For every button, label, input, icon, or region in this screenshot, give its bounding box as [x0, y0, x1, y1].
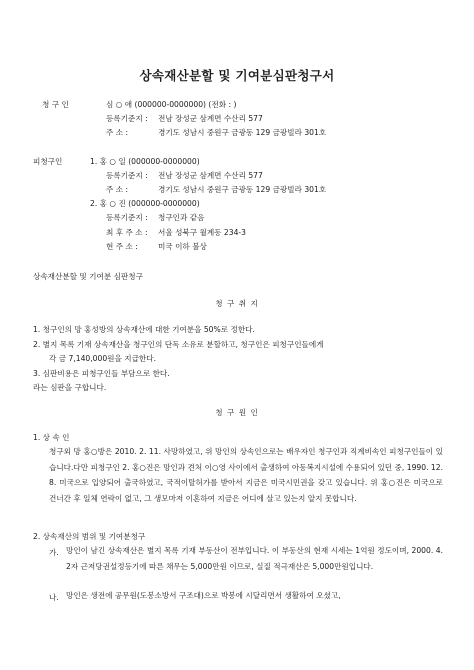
claimant-address-label: 주 소 :	[106, 128, 129, 137]
respondent-1-name: 1. 홍 ○ 일 (000000-0000000)	[90, 157, 200, 166]
respondent-1-domicile-label: 등록기준지 :	[106, 171, 148, 180]
case-name: 상속재산분할 및 기여분 심판청구	[33, 272, 143, 281]
claimant-name: 심 ○ 애 (000000-0000000) (전화 : )	[106, 100, 237, 109]
section-2a-label: 가.	[49, 548, 59, 557]
section-2b-paragraph: 망인은 생전에 공무원(도봉소방서 구조대)으로 박봉에 시달리면서 생활하여 오셨고,	[66, 591, 341, 600]
document-title: 상속재산분할 및 기여분심판청구서	[139, 68, 335, 83]
respondent-2-domicile-label: 등록기준지 :	[106, 213, 148, 222]
respondent-2-last-address: 서울 성북구 월계동 234-3	[158, 228, 246, 237]
purpose-heading: 청 구 취 지	[215, 299, 259, 308]
respondent-2-last-address-label: 최 후 주 소 :	[106, 228, 148, 237]
section-1-paragraph: 청구외 망 홍○방은 2010. 2. 11. 사망하였고, 위 망인의 상속인으로는 배우자인 청구인과 직계비속인 피청구인들이 있습니다.다만 피청구인 2. 홍○진은 망인과 견처 이○영 사이에서 출생하여 아동복지시설에 수용되어 있던 중, 1990. 12. 8. 미국으로 입양되어 출국하였고, 국적이탈허가를 받아서 지금은 미국시민권을 갖고 있습니다. 위 홍○진은 미국으로 건너간 후 일체 연락이 없고, 그 생모마저 이혼하여 지금은 어디에 살고 있는지 알지 못합니다.	[49, 447, 443, 503]
respondent-2-name: 2. 홍 ○ 진 (000000-0000000)	[90, 199, 200, 208]
section-2a-paragraph: 망인이 남긴 상속재산은 별지 목록 기재 부동산이 전부입니다. 이 부동산의 현재 시세는 1억원 정도이며, 2000. 4. 2자 근저당권설정등기에 따른 채무는 5,000만원 이므로, 실질 적극재산은 5,000만원입니다.	[66, 546, 443, 571]
section-2-heading: 2. 상속재산의 범위 및 기여분청구	[33, 532, 146, 541]
section-1-heading: 1. 상 속 인	[33, 433, 70, 442]
claimant-domicile: 전남 장성군 삼계면 수산리 577	[158, 114, 263, 123]
claimant-domicile-label: 등록기준지 :	[106, 114, 148, 123]
section-2b-label: 나.	[49, 593, 59, 602]
purpose-item-1: 1. 청구인의 망 홍성방의 상속재산에 대한 기여분을 50%로 정한다.	[33, 325, 255, 334]
respondent-role: 피청구인	[33, 157, 63, 166]
claimant-role: 청 구 인	[42, 100, 69, 109]
respondent-1-address-label: 주 소 :	[106, 185, 129, 194]
respondent-2-domicile: 청구인과 같음	[158, 213, 205, 222]
respondent-1-address: 경기도 성남시 중원구 금광동 129 금광빌라 301호	[158, 185, 327, 194]
respondent-1-domicile: 전남 장성군 삼계면 수산리 577	[158, 171, 263, 180]
purpose-item-2-continued: 각 금 7,140,000원을 지급한다.	[49, 354, 156, 363]
respondent-2-current-address-label: 현 주 소 :	[106, 242, 138, 251]
cause-heading: 청 구 원 인	[215, 408, 259, 417]
purpose-item-3: 3. 심판비용은 피청구인들 부담으로 한다.	[33, 369, 170, 378]
respondent-2-current-address: 미국 이하 불상	[158, 242, 207, 251]
purpose-closing: 라는 심판을 구합니다.	[33, 383, 107, 392]
claimant-address: 경기도 성남시 중원구 금광동 129 금광빌라 301호	[158, 128, 327, 137]
purpose-item-2: 2. 별지 목록 기재 상속재산을 청구인의 단독 소유로 분할하고, 청구인은 피청구인들에게	[33, 340, 324, 349]
